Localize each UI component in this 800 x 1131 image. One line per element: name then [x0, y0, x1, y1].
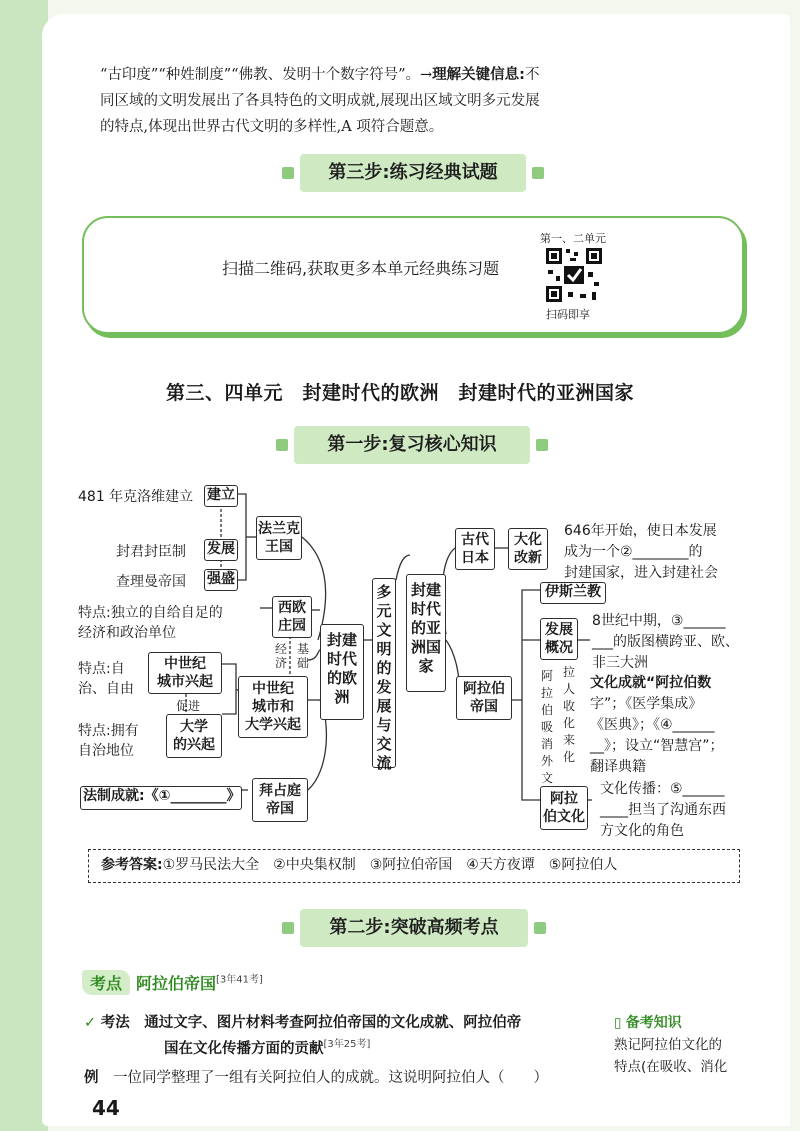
mm-zhuangyuan: 西欧 庄园: [272, 596, 312, 638]
mm-fengjianouzhou: 封建 时代 的欧 洲: [320, 624, 364, 720]
mm-tedian3: 特点:拥有: [78, 723, 139, 739]
mm-jichu: 基 础: [296, 642, 309, 670]
mm-fazhi: 法制成就:《①________》: [80, 786, 242, 810]
side-line2: 特点(在吸收、消化: [614, 1059, 728, 1075]
mm-gaikuang3: 非三大洲: [592, 655, 648, 671]
kaodian-sup: [3年41考]: [216, 974, 263, 986]
mm-riben3: 封建国家，进入封建社会: [564, 565, 718, 581]
mm-gudairiben: 古代 日本: [455, 528, 495, 570]
mm-duoyuan: 多元文明的发展与交流: [372, 578, 396, 768]
method-label: 考法: [100, 1015, 130, 1031]
mm-chuanbo2: ____担当了沟通东西: [600, 802, 726, 818]
method-sup: [3年25考]: [323, 1039, 371, 1050]
mm-wenhua3: 《医典》；《④______: [590, 717, 715, 733]
mm-fazhan2: 发展 概况: [540, 618, 578, 660]
mm-riben2: 成为一个②________的: [564, 544, 703, 560]
qr-caption-bottom: 扫码即享: [546, 308, 590, 321]
mm-chuanbo3: 方文化的角色: [600, 823, 684, 839]
page-number: 44: [92, 1096, 120, 1120]
answer-label: 参考答案:: [101, 857, 163, 873]
method-text1: 通过文字、图片材料考查阿拉伯帝国的文化成就、阿拉伯帝: [144, 1015, 522, 1031]
book-icon: ▯: [614, 1015, 622, 1031]
kaodian-tag: 考点: [82, 970, 130, 995]
mm-gaikuang2: ___的版图横跨亚、欧、: [592, 634, 739, 650]
mm-alabowenhua: 阿拉 伯文化: [540, 786, 588, 830]
mm-xishou: 阿拉伯吸消外文: [540, 669, 553, 785]
mm-cujin: 促进: [176, 699, 201, 713]
intro-key-info: 理解关键信息:: [432, 67, 525, 83]
mm-chengshi: 中世纪 城市兴起: [148, 652, 222, 694]
example-label: 例: [84, 1070, 99, 1086]
mm-tedian2: 特点:自: [78, 661, 125, 677]
step2-banner: 第二步:突破高频考点: [300, 909, 528, 947]
intro-line1: “古印度”“种姓制度”“佛教、发明十个数字符号”。→: [100, 67, 433, 83]
mm-jingji: 经 济: [274, 642, 287, 670]
mm-daxue: 大学 的兴起: [166, 714, 222, 758]
qr-text: 扫描二维码,获取更多本单元经典练习题: [222, 259, 500, 278]
mm-fazhan: 发展: [204, 539, 238, 561]
mm-qiangsheng: 强盛: [204, 569, 238, 591]
mm-baizhanting: 拜占庭 帝国: [252, 778, 308, 822]
intro-line1-tail: 不: [524, 67, 540, 83]
mm-clovis: 481 年克洛维建立: [78, 489, 194, 505]
example-text: 一位同学整理了一组有关阿拉伯人的成就。这说明阿拉伯人（ ）: [113, 1070, 548, 1086]
mm-wenhua2: 字”；《医学集成》: [590, 696, 703, 712]
mm-dahua: 大化 改新: [508, 528, 548, 570]
mm-fengjun: 封君封臣制: [116, 544, 186, 560]
mm-chengshidaxue: 中世纪 城市和 大学兴起: [238, 676, 308, 738]
mm-wenhua1: 文化成就“阿拉伯数: [590, 675, 712, 691]
intro-line2: 同区域的文明发展出了各具特色的文明成就,展现出区域文明多元发展: [100, 93, 540, 109]
kaodian-title: 阿拉伯帝国: [136, 974, 217, 993]
check-icon: ✓: [84, 1015, 97, 1031]
method-text2: 国在文化传播方面的贡献: [164, 1040, 324, 1057]
side-line1: 熟记阿拉伯文化的: [614, 1037, 722, 1053]
mm-riben1: 646年开始，使日本发展: [564, 523, 717, 539]
mm-yisilan: 伊斯兰教: [540, 582, 606, 604]
method-block: [84, 1012, 604, 1060]
mm-yazhou: 封建 时代 的亚 洲国 家: [406, 574, 446, 692]
mm-alabo: 阿拉伯 帝国: [456, 676, 512, 720]
unit-title: 第三、四单元 封建时代的欧洲 封建时代的亚洲国家: [165, 382, 634, 404]
qr-caption-top: 第一、二单元: [540, 232, 606, 245]
mm-wenhua4: __》；设立“智慧宫”；: [590, 738, 724, 754]
step1-banner: 第一步:复习核心知识: [294, 426, 530, 464]
mm-zhuanhua: 拉人收化来化: [562, 665, 575, 764]
mm-jianli: 建立: [204, 485, 238, 507]
side-note: [614, 1012, 754, 1078]
mm-tedian2b: 治、自由: [78, 681, 134, 697]
answer-key: [88, 849, 740, 883]
mm-tedian3b: 自治地位: [78, 743, 134, 759]
kaodian-heading: [82, 970, 263, 995]
mm-wenhua5: 翻译典籍: [590, 759, 646, 775]
intro-line3: 的特点,体现出世界古代文明的多样性,A 项符合题意。: [100, 119, 444, 135]
answer-text: ①罗马民法大全 ②中央集权制 ③阿拉伯帝国 ④天方夜谭 ⑤阿拉伯人: [162, 857, 618, 873]
example-line: [84, 1066, 548, 1087]
mm-gaikuang1: 8世纪中期，③______: [592, 613, 726, 629]
mm-tedian1: 特点:独立的自给自足的: [78, 605, 223, 621]
mm-chalima: 查理曼帝国: [116, 574, 186, 590]
side-title: 备考知识: [625, 1015, 682, 1031]
step3-banner: 第三步:练习经典试题: [300, 154, 526, 192]
mm-chuanbo1: 文化传播：⑤______: [600, 781, 725, 797]
mm-falanke: 法兰克 王国: [256, 516, 302, 560]
mm-tedian1b: 经济和政治单位: [78, 625, 176, 641]
